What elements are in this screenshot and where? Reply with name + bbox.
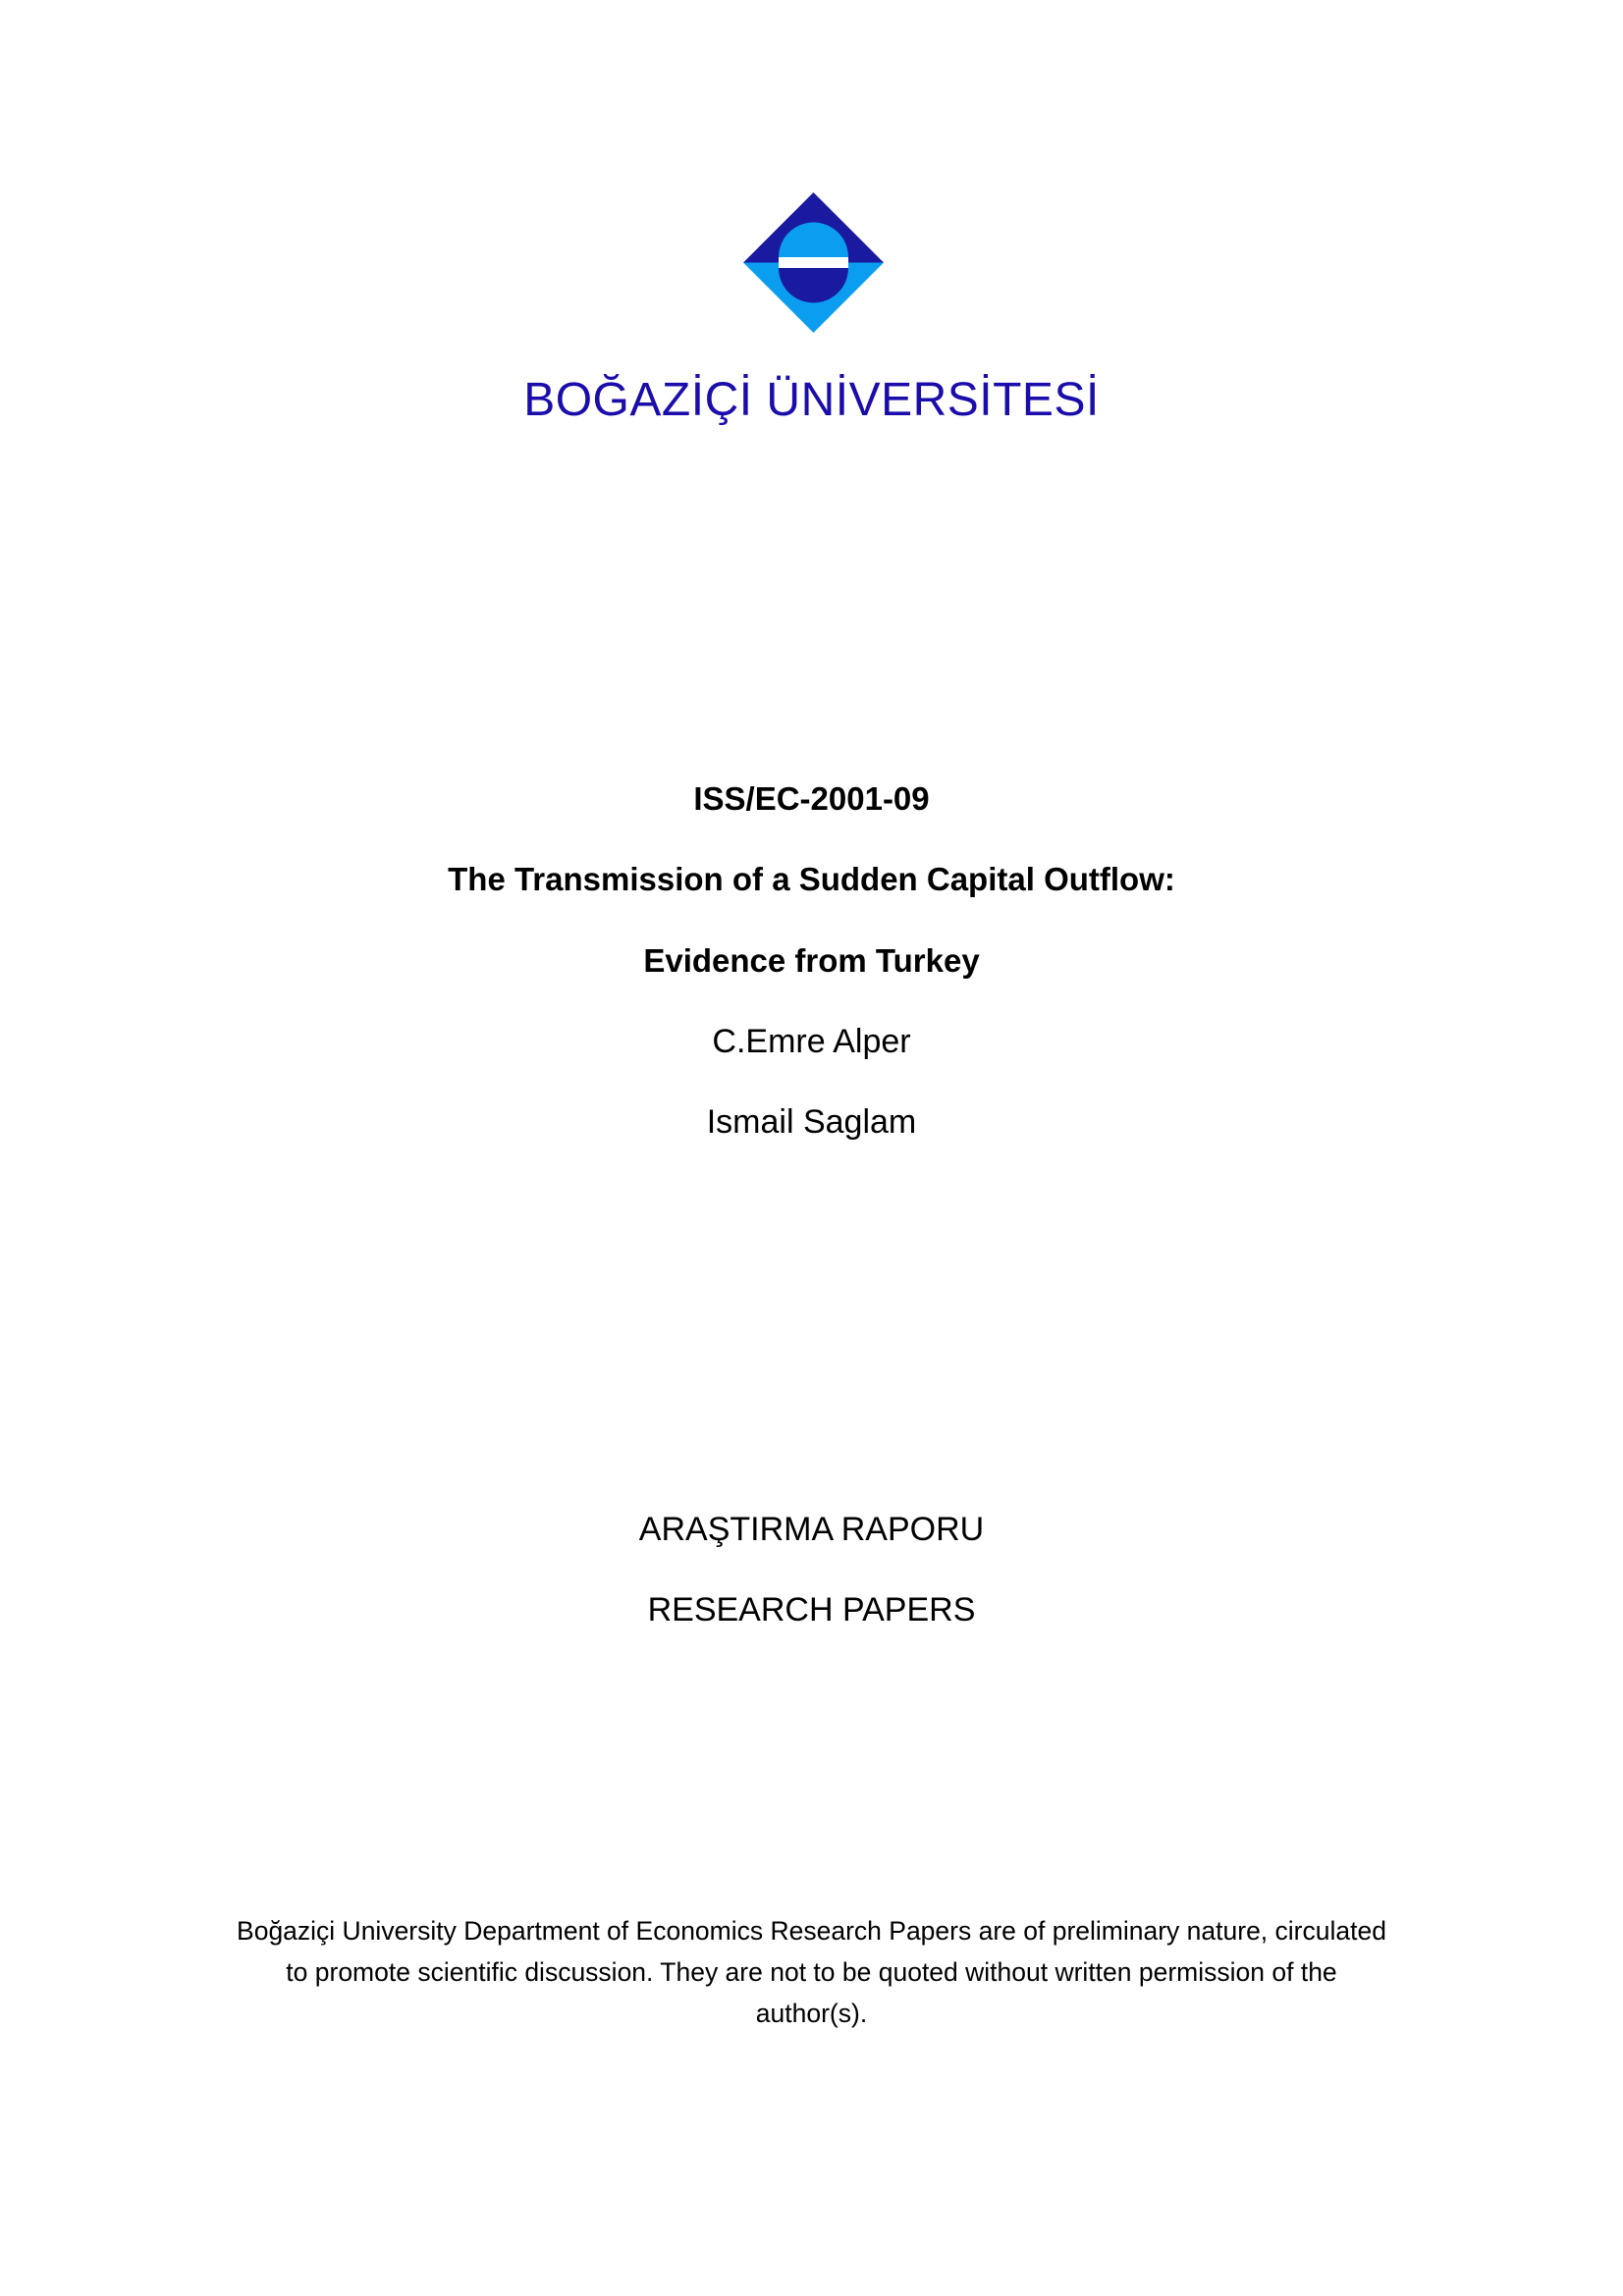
university-name: BOĞAZİÇİ ÜNİVERSİTESİ [523, 374, 1100, 426]
series-name-english: RESEARCH PAPERS [647, 1591, 976, 1629]
disclaimer-line: Boğaziçi University Department of Economics Research Papers are of preliminary nature, circulated [237, 1916, 1386, 1946]
paper-title-line-2: Evidence from Turkey [643, 942, 980, 979]
author-name: Ismail Saglam [706, 1103, 917, 1141]
disclaimer-line: author(s). [755, 1999, 868, 2028]
bogazici-university-logo-icon [743, 192, 884, 333]
author-name: C.Emre Alper [712, 1023, 911, 1060]
series-name-turkish: ARAŞTIRMA RAPORU [638, 1511, 985, 1548]
disclaimer-note [196, 1910, 1427, 2034]
disclaimer-line: to promote scientific discussion. They are not to be quoted without written permission of the [286, 1957, 1337, 1987]
paper-title-line-1: The Transmission of a Sudden Capital Outflow: [448, 861, 1175, 897]
report-number: ISS/EC-2001-09 [693, 780, 930, 817]
